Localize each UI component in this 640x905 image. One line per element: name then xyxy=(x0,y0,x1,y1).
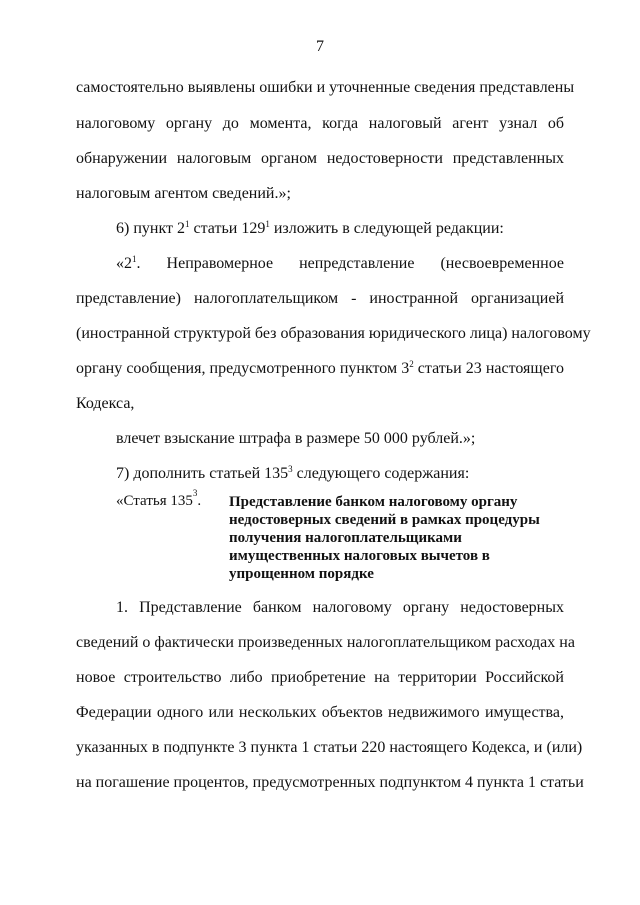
text-line: обнаружении налоговым органом недостоверности представленных xyxy=(76,150,564,167)
text-span: изложить в следующей редакции: xyxy=(269,220,504,237)
quote-line: представление) налогоплательщиком - иностранной организацией xyxy=(76,290,564,307)
text-line: сведений о фактически произведенных налогоплательщиком расходах на xyxy=(76,634,575,651)
text-line: самостоятельно выявлены ошибки и уточненные сведения представлены xyxy=(76,79,575,96)
text-span: статьи 129 xyxy=(189,220,266,237)
text-line: 1. Представление банком налоговому органу недостоверных xyxy=(116,599,564,616)
superscript: 2 xyxy=(409,359,414,369)
quote-line: влечет взыскание штрафа в размере 50 000 рублей.»; xyxy=(116,430,476,447)
item-7-line xyxy=(116,464,564,484)
text-line: Федерации одного или нескольких объектов недвижимого имущества, xyxy=(76,704,564,721)
text-line: указанных в подпункте 3 пункта 1 статьи 220 настоящего Кодекса, и (или) xyxy=(76,739,583,756)
quote-line xyxy=(116,254,564,274)
text-line: на погашение процентов, предусмотренных подпунктом 4 пункта 1 статьи xyxy=(76,774,584,791)
item-6-line xyxy=(116,219,564,239)
text-span: статьи 23 настоящего xyxy=(413,360,565,377)
text-span: 7) дополнить статьей 135 xyxy=(116,465,289,482)
text-span: следующего содержания: xyxy=(292,465,470,482)
superscript: 3 xyxy=(192,488,198,498)
text-line: новое строительство либо приобретение на территории Российской xyxy=(76,669,564,686)
text-span: . xyxy=(197,493,202,509)
text-span: . Неправомерное непредставление (несвоевременное xyxy=(136,255,564,272)
text-span: органу сообщения, предусмотренного пунктом 3 xyxy=(76,360,410,377)
superscript: 1 xyxy=(185,219,190,229)
superscript: 3 xyxy=(288,464,293,474)
article-title: Представление банком налоговому органу недостоверных сведений в рамках процедуры получения налогоплательщиками имущественных налоговых вычетов в упрощенном порядке xyxy=(229,494,540,582)
superscript: 1 xyxy=(265,219,270,229)
superscript: 1 xyxy=(132,254,137,264)
quote-line: Кодекса, xyxy=(76,395,135,412)
text-span: «Статья 135 xyxy=(116,493,193,509)
article-number xyxy=(116,488,202,510)
text-line: налоговым агентом сведений.»; xyxy=(76,185,291,202)
page-number: 7 xyxy=(316,38,324,55)
quote-line: (иностранной структурой без образования юридического лица) налоговому xyxy=(76,325,591,342)
quote-line xyxy=(76,359,564,379)
text-line: налоговому органу до момента, когда налоговый агент узнал об xyxy=(76,115,564,132)
text-span: «2 xyxy=(116,255,132,272)
text-span: 6) пункт 2 xyxy=(116,220,186,237)
